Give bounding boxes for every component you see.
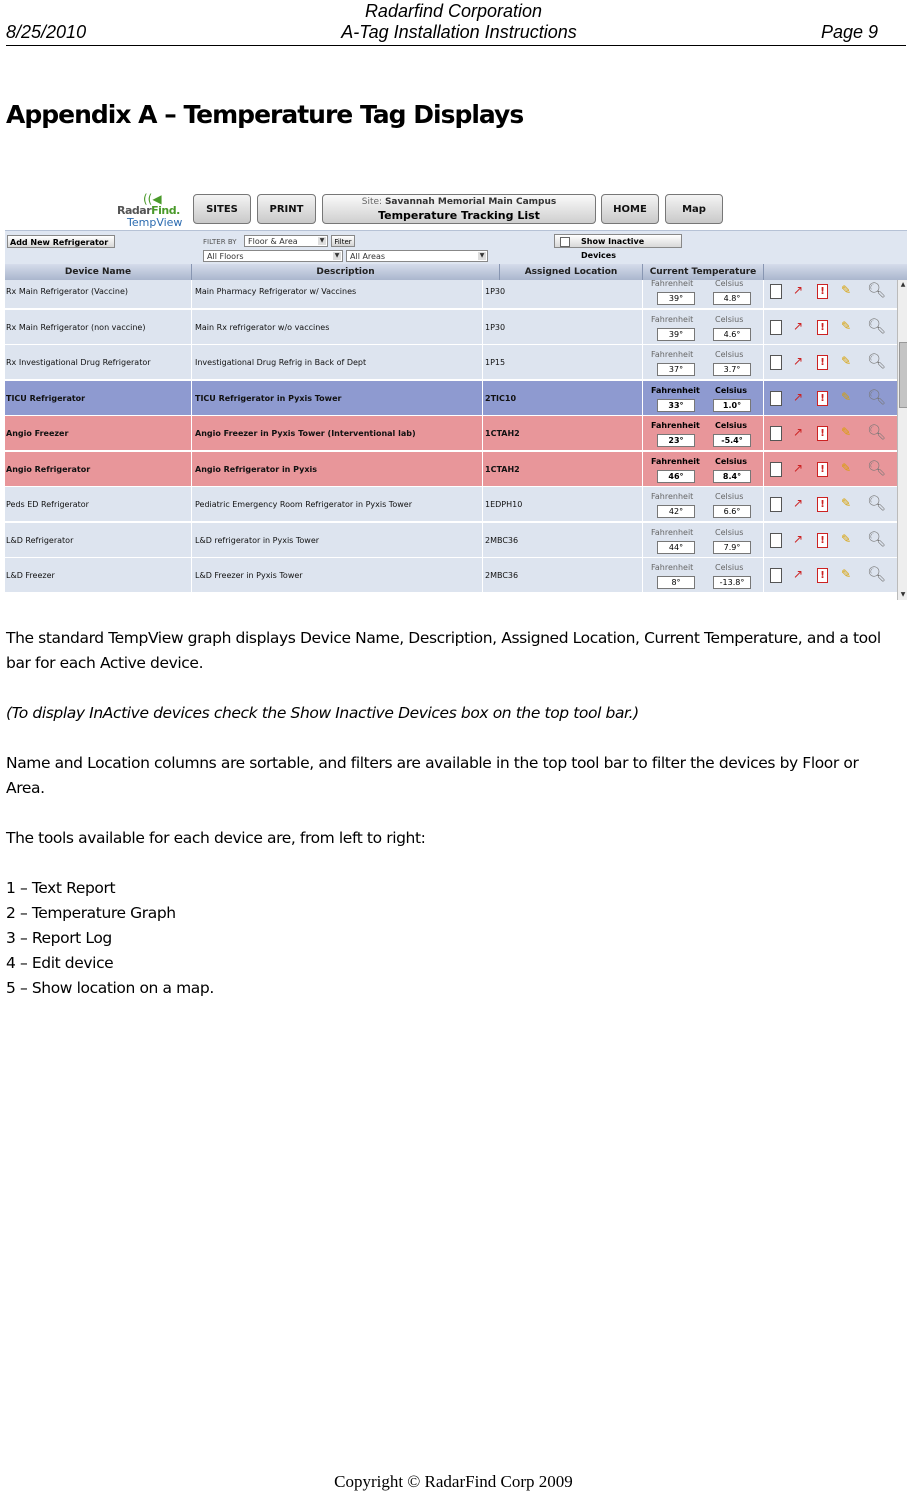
area-value: All Areas xyxy=(350,252,386,261)
report-log-icon[interactable]: ! xyxy=(817,284,828,299)
site-box xyxy=(322,194,596,224)
show-location-icon[interactable]: 🔍︎ xyxy=(867,387,887,406)
scroll-up-icon[interactable]: ▲ xyxy=(900,281,906,288)
device-description: L&D refrigerator in Pyxis Tower xyxy=(195,535,320,545)
header-date: 8/25/2010 xyxy=(6,22,87,42)
logo-find: Find. xyxy=(151,204,180,217)
header-page: Page 9 xyxy=(820,22,878,42)
chevron-down-icon: ▼ xyxy=(319,237,325,244)
report-log-icon[interactable]: ! xyxy=(817,426,828,441)
table-row[interactable] xyxy=(5,452,897,487)
fahrenheit-label: Fahrenheit xyxy=(651,421,700,430)
filter-by-label: FILTER BY xyxy=(203,238,237,246)
device-name[interactable]: Angio Refrigerator xyxy=(6,464,91,474)
fahrenheit-value: 44° xyxy=(657,541,695,554)
print-button[interactable]: PRINT xyxy=(257,194,316,224)
site-prefix: Site: xyxy=(361,197,383,207)
tempview-screenshot xyxy=(5,188,907,600)
report-log-icon[interactable]: ! xyxy=(817,355,828,370)
show-inactive-toggle[interactable] xyxy=(554,234,682,260)
show-location-icon[interactable]: 🔍︎ xyxy=(867,494,887,512)
page-heading: Appendix A – Temperature Tag Displays xyxy=(6,100,524,129)
signal-icon: ((◀ xyxy=(143,192,162,206)
edit-device-icon[interactable]: ✎ xyxy=(840,283,852,297)
fahrenheit-label: Fahrenheit xyxy=(651,280,694,288)
report-log-icon[interactable]: ! xyxy=(817,533,828,548)
show-location-icon[interactable]: 🔍︎ xyxy=(867,458,887,477)
show-location-icon[interactable]: 🔍︎ xyxy=(867,423,887,441)
celsius-value: 6.6° xyxy=(713,505,751,518)
col-device-name[interactable]: Device Name xyxy=(64,267,132,277)
col-current-temperature: Current Temperature xyxy=(649,267,757,277)
celsius-label: Celsius xyxy=(715,527,744,537)
fahrenheit-value: 39° xyxy=(657,328,695,341)
table-row[interactable] xyxy=(5,345,897,380)
edit-device-icon[interactable]: ✎ xyxy=(840,567,852,581)
table-row[interactable] xyxy=(5,381,897,416)
table-row[interactable] xyxy=(5,558,897,593)
show-location-icon[interactable]: 🔍︎ xyxy=(867,529,887,548)
device-name[interactable]: Rx Main Refrigerator (non vaccine) xyxy=(6,322,146,332)
device-location: 1P30 xyxy=(485,287,506,296)
device-name[interactable]: L&D Freezer xyxy=(6,571,55,580)
map-button[interactable]: Map xyxy=(665,194,723,224)
device-description: Investigational Drug Refrig in Back of Dept xyxy=(195,358,367,367)
fahrenheit-value: 42° xyxy=(657,505,695,518)
table-row[interactable] xyxy=(5,523,897,558)
tool-item-4: 4 – Edit device xyxy=(6,954,114,972)
scroll-down-icon[interactable]: ▼ xyxy=(900,591,906,598)
temperature-graph-icon[interactable]: ↗ xyxy=(792,496,804,510)
fahrenheit-label: Fahrenheit xyxy=(651,527,694,537)
logo-tempview: TempView xyxy=(127,216,183,229)
table-row[interactable] xyxy=(5,310,897,345)
header-rule xyxy=(6,45,906,46)
celsius-label: Celsius xyxy=(715,385,747,395)
paragraph-4: The tools available for each device are, from left to right: xyxy=(6,829,426,847)
fahrenheit-label: Fahrenheit xyxy=(651,314,694,324)
text-report-icon[interactable] xyxy=(770,284,782,299)
show-location-icon[interactable]: 🔍︎ xyxy=(867,316,887,335)
celsius-value: 1.0° xyxy=(713,399,751,412)
celsius-label: Celsius xyxy=(715,350,744,359)
device-name[interactable]: Rx Investigational Drug Refrigerator xyxy=(6,358,151,367)
edit-device-icon[interactable]: ✎ xyxy=(840,354,852,368)
device-location: 1CTAH2 xyxy=(485,464,520,474)
temperature-graph-icon[interactable]: ↗ xyxy=(792,567,804,581)
fahrenheit-value: 33° xyxy=(657,399,695,412)
col-description: Description xyxy=(316,267,375,277)
body-text xyxy=(6,626,886,1001)
scroll-thumb[interactable] xyxy=(899,342,907,408)
temperature-graph-icon[interactable]: ↗ xyxy=(792,354,804,368)
celsius-value: -13.8° xyxy=(713,576,751,589)
report-log-icon[interactable]: ! xyxy=(817,462,828,477)
show-location-icon[interactable]: 🔍︎ xyxy=(867,281,887,299)
report-log-icon[interactable]: ! xyxy=(817,391,828,406)
paragraph-2: (To display InActive devices check the Show Inactive Devices box on the top tool bar.) xyxy=(6,704,639,722)
device-description: L&D Freezer in Pyxis Tower xyxy=(195,571,303,580)
edit-device-icon[interactable]: ✎ xyxy=(840,389,852,404)
report-log-icon[interactable]: ! xyxy=(817,320,828,335)
floor-value: All Floors xyxy=(207,252,244,261)
device-description: Angio Freezer in Pyxis Tower (Interventional lab) xyxy=(195,429,416,438)
paragraph-1: The standard TempView graph displays Device Name, Description, Assigned Location, Current Temperature, and a tool bar for each Active device. xyxy=(6,629,881,672)
show-inactive-label: Show Inactive Devices xyxy=(581,237,645,260)
device-name[interactable]: L&D Refrigerator xyxy=(6,535,74,545)
device-rows xyxy=(5,280,897,600)
celsius-value: 4.8° xyxy=(713,292,751,305)
chevron-down-icon: ▼ xyxy=(479,252,485,259)
device-location: 2TIC10 xyxy=(485,393,517,403)
edit-device-icon[interactable]: ✎ xyxy=(840,496,852,510)
area-select[interactable] xyxy=(346,250,488,262)
fahrenheit-label: Fahrenheit xyxy=(651,563,694,572)
header-company: Radarfind Corporation xyxy=(364,1,543,21)
device-description: TICU Refrigerator in Pyxis Tower xyxy=(195,393,342,403)
fahrenheit-label: Fahrenheit xyxy=(651,385,700,395)
fahrenheit-label: Fahrenheit xyxy=(651,456,700,466)
text-report-icon[interactable] xyxy=(770,391,782,406)
sites-button[interactable]: SITES xyxy=(193,194,251,224)
celsius-label: Celsius xyxy=(715,280,744,288)
header-doc-title: A-Tag Installation Instructions xyxy=(341,22,577,42)
device-description: Pediatric Emergency Room Refrigerator in Pyxis Tower xyxy=(195,500,412,509)
celsius-label: Celsius xyxy=(715,492,744,501)
celsius-value: 4.6° xyxy=(713,328,751,341)
temperature-graph-icon[interactable]: ↗ xyxy=(792,318,804,333)
table-row[interactable] xyxy=(5,280,897,309)
device-location: 1P30 xyxy=(485,322,506,332)
fahrenheit-label: Fahrenheit xyxy=(651,350,694,359)
show-location-icon[interactable]: 🔍︎ xyxy=(867,565,887,583)
column-header xyxy=(5,264,907,281)
report-log-icon[interactable]: ! xyxy=(817,568,828,583)
radarfind-logo xyxy=(115,192,191,232)
celsius-label: Celsius xyxy=(715,421,747,430)
scrollbar[interactable] xyxy=(897,280,907,600)
temperature-graph-icon[interactable]: ↗ xyxy=(792,460,804,475)
filter-mode-value: Floor & Area xyxy=(248,237,298,246)
text-report-icon[interactable] xyxy=(770,320,782,335)
table-row[interactable] xyxy=(5,487,897,522)
device-location: 2MBC36 xyxy=(485,571,519,580)
device-location: 1CTAH2 xyxy=(485,429,520,438)
device-description: Main Pharmacy Refrigerator w/ Vaccines xyxy=(195,287,357,296)
site-name: Savannah Memorial Main Campus xyxy=(384,197,557,207)
edit-device-icon[interactable]: ✎ xyxy=(840,425,852,439)
celsius-value: 7.9° xyxy=(713,541,751,554)
device-location: 1P15 xyxy=(485,358,506,367)
text-report-icon[interactable] xyxy=(770,355,782,370)
edit-device-icon[interactable]: ✎ xyxy=(840,531,852,546)
table-row[interactable] xyxy=(5,416,897,451)
show-inactive-checkbox[interactable] xyxy=(560,237,570,247)
text-report-icon[interactable] xyxy=(770,497,782,512)
fahrenheit-value: 39° xyxy=(657,292,695,305)
edit-device-icon[interactable]: ✎ xyxy=(840,460,852,475)
col-assigned-location[interactable]: Assigned Location xyxy=(524,267,618,277)
device-name[interactable]: Angio Freezer xyxy=(6,429,69,438)
tool-item-3: 3 – Report Log xyxy=(6,929,112,947)
paragraph-3: Name and Location columns are sortable, and filters are available in the top tool bar to filter the devices by Floor or Area. xyxy=(6,754,859,797)
tool-item-2: 2 – Temperature Graph xyxy=(6,904,176,922)
celsius-label: Celsius xyxy=(715,314,744,324)
text-report-icon[interactable] xyxy=(770,568,782,583)
text-report-icon[interactable] xyxy=(770,533,782,548)
temperature-graph-icon[interactable]: ↗ xyxy=(792,283,804,297)
temperature-graph-icon[interactable]: ↗ xyxy=(792,531,804,546)
celsius-value: -5.4° xyxy=(713,434,751,447)
filter-mode-select[interactable] xyxy=(244,235,328,247)
temperature-graph-icon[interactable]: ↗ xyxy=(792,389,804,404)
device-location: 2MBC36 xyxy=(485,535,519,545)
device-description: Angio Refrigerator in Pyxis xyxy=(195,464,318,474)
filter-toolbar xyxy=(5,230,907,265)
edit-device-icon[interactable]: ✎ xyxy=(840,318,852,333)
celsius-label: Celsius xyxy=(715,456,747,466)
floor-select[interactable] xyxy=(203,250,343,262)
fahrenheit-value: 8° xyxy=(657,576,695,589)
fahrenheit-value: 46° xyxy=(657,470,695,483)
home-button[interactable]: HOME xyxy=(601,194,659,224)
device-name[interactable]: TICU Refrigerator xyxy=(6,393,86,403)
device-description: Main Rx refrigerator w/o vaccines xyxy=(195,322,330,332)
filter-button[interactable]: Filter xyxy=(331,235,355,247)
logo-radar: Radar xyxy=(117,204,152,217)
tool-item-1: 1 – Text Report xyxy=(6,879,116,897)
device-name[interactable]: Rx Main Refrigerator (Vaccine) xyxy=(6,287,128,296)
tool-item-5: 5 – Show location on a map. xyxy=(6,979,214,997)
show-location-icon[interactable]: 🔍︎ xyxy=(867,352,887,370)
text-report-icon[interactable] xyxy=(770,462,782,477)
report-log-icon[interactable]: ! xyxy=(817,497,828,512)
fahrenheit-value: 37° xyxy=(657,363,695,376)
celsius-value: 3.7° xyxy=(713,363,751,376)
text-report-icon[interactable] xyxy=(770,426,782,441)
fahrenheit-label: Fahrenheit xyxy=(651,492,694,501)
add-refrigerator-button[interactable]: Add New Refrigerator xyxy=(7,235,115,248)
footer-copyright: Copyright © RadarFind Corp 2009 xyxy=(334,1472,573,1491)
chevron-down-icon: ▼ xyxy=(334,252,340,259)
celsius-value: 8.4° xyxy=(713,470,751,483)
temperature-graph-icon[interactable]: ↗ xyxy=(792,425,804,439)
celsius-label: Celsius xyxy=(715,563,744,572)
list-title: Temperature Tracking List xyxy=(378,209,540,222)
device-name[interactable]: Peds ED Refrigerator xyxy=(6,500,89,509)
fahrenheit-value: 23° xyxy=(657,434,695,447)
device-location: 1EDPH10 xyxy=(485,500,523,509)
